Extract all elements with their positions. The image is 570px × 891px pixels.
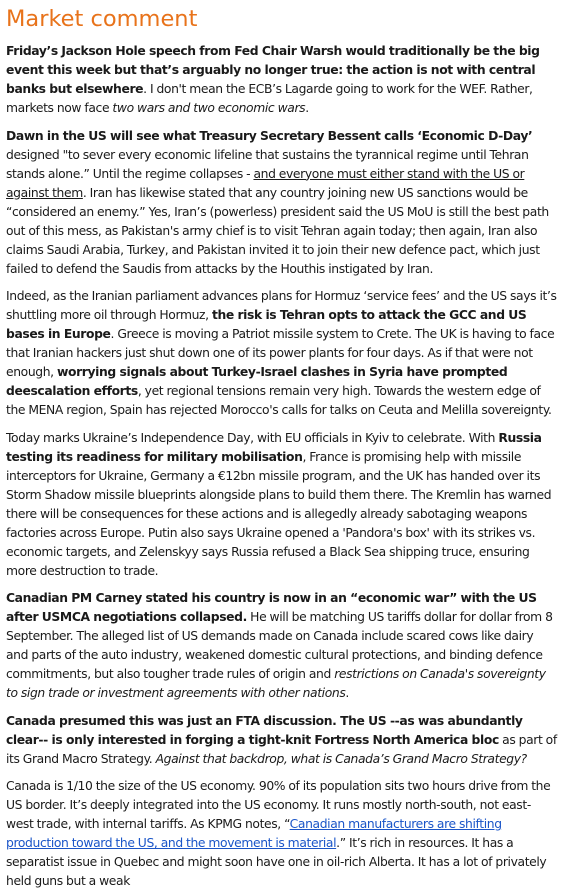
body-text: as part of its Grand Macro Strategy. (6, 732, 557, 766)
italic-text: Against that backdrop, what is Canada’s Grand Macro Strategy? (155, 751, 527, 766)
page-title: Market comment (6, 6, 198, 32)
bold-text: worrying signals about Turkey-Israel clashes in Syria have prompted deescalation efforts (6, 365, 508, 398)
body-text: . (305, 101, 309, 115)
bold-text: Russia testing its readiness for military mobilisation (6, 430, 542, 464)
paragraph-2 (6, 127, 558, 279)
article-body (6, 42, 558, 891)
paragraph-5 (6, 589, 558, 703)
body-text: .” It’s rich in resources. It has a separatist issue in Quebec and might soon have one in oil-rich Alberta. It has a lot of privately held guns but a weak (6, 836, 547, 888)
bold-text: Canadian PM Carney stated his country is now in an “economic war” with the US after USMCA negotiations collapsed. (6, 591, 537, 624)
body-text: , France is promising help with missile interceptors for Ukraine, Germany a €12bn missile program, and the UK has handed over its Storm Shadow missile blueprints alongside plans to build them there. The Kremlin has warned there will be consequences for these actions and is allegedly already sabotaging weapons factories across Europe. Putin also says Ukraine opened a 'Pandora's box' with its strikes vs. economic targets, and Zelenskyy says Russia refused a Black Sea shipping truce, ensuring more destruction to trade. (6, 449, 552, 578)
body-text: Canada is 1/10 the size of the US economy. 90% of its population sits two hours drive from the US border. It’s deeply integrated into the US economy. It runs mostly north-south, not east-west trade, with internal tariffs. As KPMG notes, “ (6, 779, 551, 831)
body-text: . Greece is moving a Patriot missile system to Crete. The UK is having to face that Iranian hackers just shut down one of its power plants for four days. As if that were not enough, (6, 327, 555, 379)
bold-text: the risk is Tehran opts to attack the GCC and US bases in Europe (6, 308, 527, 341)
body-text: , yet regional tensions remain very high. Towards the western edge of the MENA region, Spain has rejected Morocco's calls for talks on Ceuta and Melilla sovereignty. (6, 384, 552, 417)
italic-text: restrictions on Canada's sovereignty to sign trade or investment agreements with other nations (6, 667, 546, 700)
bold-text: Canada presumed this was just an FTA discussion. The US --as was abundantly clear-- is only interested in forging a tight-knit Fortress North America bloc (6, 713, 523, 747)
paragraph-7 (6, 777, 558, 891)
body-text: . (345, 686, 349, 700)
article-link[interactable]: Canadian manufacturers are shifting production toward the US, and the movement is material (6, 817, 502, 850)
body-text: . Iran has likewise stated that any country joining new US sanctions would be “considered an enemy.” Yes, Iran’s (powerless) president said the US MoU is still the best path out of this mess, as Pakistan's army chief is to visit Tehran again today; then again, Iran also claims Saudi Arabia, Turkey, and Pakistan invited it to join their new defence pact, which just failed to defend the Saudis from attacks by the Houthis instigated by Iran. (6, 185, 549, 276)
paragraph-3 (6, 287, 558, 420)
bold-text: Friday’s Jackson Hole speech from Fed Chair Warsh would traditionally be the big event this week but that’s arguably no longer true: the action is not with central banks but elsewhere (6, 44, 540, 96)
body-text: He will be matching US tariffs dollar for dollar from 8 September. The alleged list of US demands made on Canada include scared cows like dairy and parts of the auto industry, weakened domestic cultural protections, and binding defence commitments, but also tougher trade rules of origin and (6, 610, 553, 681)
body-text: . I don't mean the ECB’s Lagarde going to work for the WEF. Rather, markets now face (6, 82, 533, 115)
bold-text: Dawn in the US will see what Treasury Secretary Bessent calls ‘Economic D-Day’ (6, 128, 533, 143)
body-text: designed "to sever every economic lifeline that sustains the tyrannical regime until Tehran stands alone.” Until the regime collapses - (6, 147, 529, 181)
body-text: Today marks Ukraine’s Independence Day, with EU officials in Kyiv to celebrate. With (6, 430, 499, 445)
paragraph-6 (6, 712, 558, 769)
paragraph-4 (6, 429, 558, 581)
italic-text: two wars and two economic wars (112, 101, 306, 115)
body-text: Indeed, as the Iranian parliament advances plans for Hormuz ‘service fees’ and the US says it’s shuttling more oil through Hormuz, (6, 289, 557, 322)
underlined-text: and everyone must either stand with the US or against them (6, 166, 525, 200)
paragraph-1 (6, 42, 558, 118)
